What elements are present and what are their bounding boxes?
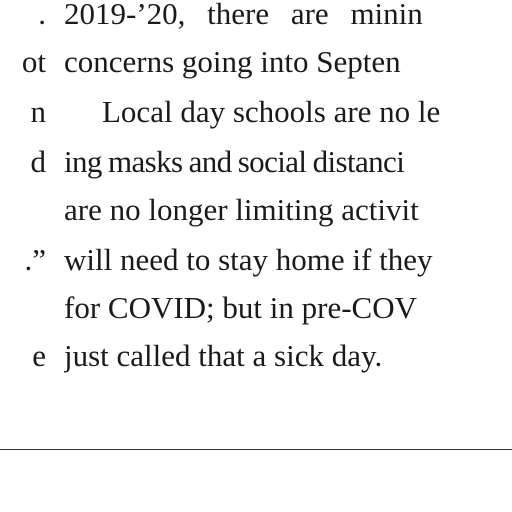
- left-column-text: [0, 0, 50, 420]
- left-line-4: d: [30, 144, 46, 179]
- article-line-5: are no longer limiting activit: [64, 192, 419, 227]
- article-line-2: concerns going into Septen: [64, 44, 401, 79]
- left-line-5: .”: [24, 242, 46, 277]
- article-line-3: Local day schools are no le: [102, 94, 441, 129]
- left-line-6: e: [32, 338, 46, 373]
- article-column: [64, 0, 512, 420]
- article-line-8: just called that a sick day.: [64, 338, 383, 373]
- article-line-4: ing masks and social distanci: [64, 144, 405, 179]
- left-line-2: ot: [21, 44, 46, 79]
- article-line-6: will need to stay home if they: [64, 242, 433, 277]
- horizontal-rule: [0, 449, 512, 450]
- article-line-7: for COVID; but in pre-COV: [64, 290, 418, 325]
- left-line-3: n: [30, 94, 46, 129]
- article-line-1: 2019-’20, there are minin: [64, 0, 423, 31]
- left-line-1: .: [38, 0, 46, 31]
